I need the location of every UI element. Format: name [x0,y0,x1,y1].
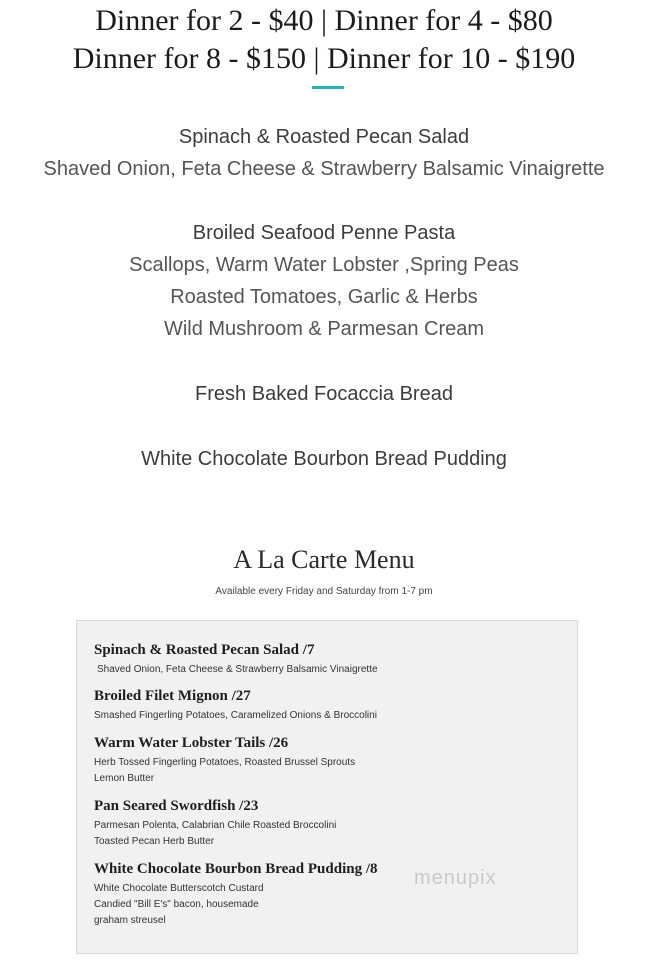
course-dessert [0,443,648,475]
menu-item-name: Pan Seared Swordfish /23 [94,798,259,814]
course-description: Roasted Tomatoes, Garlic & Herbs [170,286,478,308]
menu-item-description: Candied "Bill E's" bacon, housemade [94,899,259,910]
menu-item-name: White Chocolate Bourbon Bread Pudding /8 [94,861,378,877]
menu-item-name: Broiled Filet Mignon /27 [94,688,251,704]
course-name: Broiled Seafood Penne Pasta [192,222,456,244]
menu-item-description: Toasted Pecan Herb Butter [94,836,215,847]
menu-item-swordfish [94,796,564,850]
course-pasta [0,217,648,345]
course-name: White Chocolate Bourbon Bread Pudding [141,448,507,470]
menu-item-description: Shaved Onion, Feta Cheese & Strawberry Balsamic Vinaigrette [97,664,378,675]
menu-item-filet [94,686,564,724]
menu-item-description: White Chocolate Butterscotch Custard [94,883,264,894]
menu-item-lobster [94,733,564,787]
course-description: Wild Mushroom & Parmesan Cream [163,318,485,340]
course-description: Scallops, Warm Water Lobster ,Spring Peas [129,254,519,276]
menu-item-description: Smashed Fingerling Potatoes, Caramelized Onions & Broccolini [94,710,377,721]
a-la-carte-menu-box [76,620,578,954]
price-line-1: Dinner for 2 - $40 | Dinner for 4 - $80 [95,4,553,37]
menu-item-description: Lemon Butter [94,773,155,784]
accent-divider [312,86,344,89]
course-name: Fresh Baked Focaccia Bread [195,383,453,405]
a-la-carte-subtitle: Available every Friday and Saturday from 1-7 pm [215,586,433,597]
course-description: Shaved Onion, Feta Cheese & Strawberry Balsamic Vinaigrette [43,158,605,180]
menu-item-description: graham streusel [94,915,166,926]
menu-item-salad [94,640,564,678]
menupix-watermark: menupix [414,867,497,889]
menu-item-name: Spinach & Roasted Pecan Salad /7 [94,642,315,658]
menu-item-description: Herb Tossed Fingerling Potatoes, Roasted Brussel Sprouts [94,757,356,768]
price-line-2: Dinner for 8 - $150 | Dinner for 10 - $190 [72,42,576,75]
a-la-carte-title: A La Carte Menu [233,545,415,574]
menu-item-description: Parmesan Polenta, Calabrian Chile Roasted Broccolini [94,820,337,831]
course-salad [0,121,648,185]
course-name: Spinach & Roasted Pecan Salad [178,126,470,148]
menu-item-name: Warm Water Lobster Tails /26 [94,735,289,751]
price-header [0,2,648,78]
course-bread [0,378,648,410]
